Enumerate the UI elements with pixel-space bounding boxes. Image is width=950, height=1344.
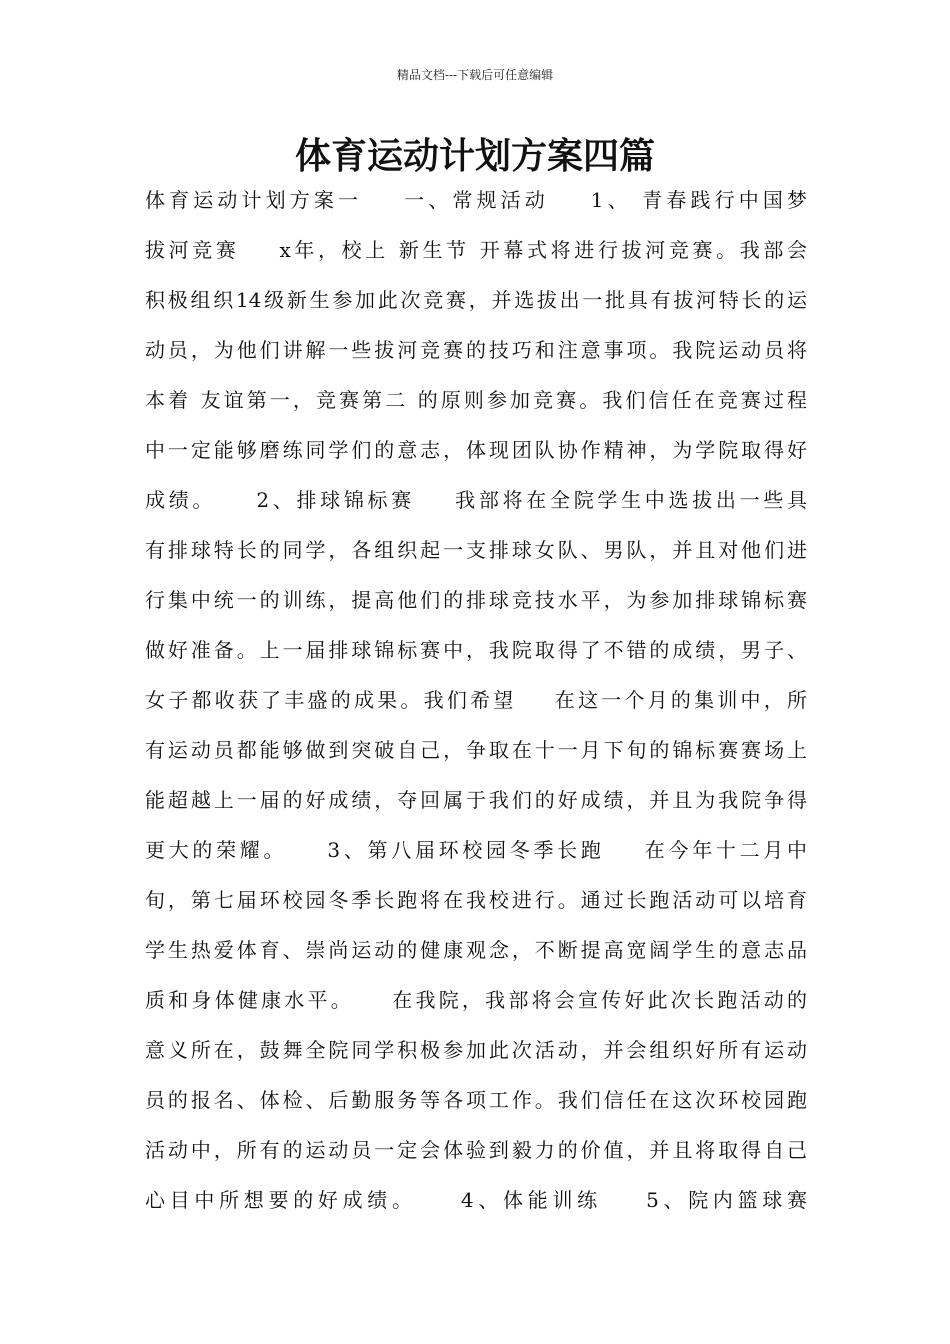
body-line: 体育运动计划方案一 一、常规活动 1、 青春践行中国梦: [145, 188, 807, 212]
body-line: 动员，为他们讲解一些拔河竞赛的技巧和注意事项。我院运动员将: [145, 338, 807, 362]
body-line: 积极组织14级新生参加此次竞赛，并选拔出一批具有拔河特长的运: [145, 288, 807, 312]
body-line: 能超越上一届的好成绩，夺回属于我们的好成绩，并且为我院争得: [145, 788, 807, 812]
document-body: [145, 175, 807, 1225]
body-line: 中一定能够磨练同学们的意志，体现团队协作精神，为学院取得好: [145, 438, 807, 462]
body-line: 心目中所想要的好成绩。 4、体能训练 5、院内篮球赛: [145, 1188, 807, 1212]
page-header: 精品文档---下载后可任意编辑: [396, 68, 554, 82]
body-line: 做好准备。上一届排球锦标赛中，我院取得了不错的成绩，男子、: [145, 638, 807, 662]
body-line: 行集中统一的训练，提高他们的排球竞技水平，为参加排球锦标赛: [145, 588, 807, 612]
body-line: 成绩。 2、排球锦标赛 我部将在全院学生中选拔出一些具: [145, 488, 807, 512]
body-line: 旬，第七届环校园冬季长跑将在我校进行。通过长跑活动可以培育: [145, 888, 807, 912]
document-title: 体育运动计划方案四篇: [294, 136, 655, 177]
body-line: 有排球特长的同学，各组织起一支排球女队、男队，并且对他们进: [145, 538, 807, 562]
body-line: 学生热爱体育、崇尚运动的健康观念，不断提高宽阔学生的意志品: [145, 938, 807, 962]
body-line: 意义所在，鼓舞全院同学积极参加此次活动，并会组织好所有运动: [145, 1038, 807, 1062]
body-line: 本着 友谊第一，竞赛第二 的原则参加竞赛。我们信任在竞赛过程: [145, 388, 807, 412]
body-line: 员的报名、体检、后勤服务等各项工作。我们信任在这次环校园跑: [145, 1088, 807, 1112]
body-line: 质和身体健康水平。 在我院，我部将会宣传好此次长跑活动的: [145, 988, 807, 1012]
body-line: 活动中，所有的运动员一定会体验到毅力的价值，并且将取得自己: [145, 1138, 807, 1162]
body-line: 更大的荣耀。 3、第八届环校园冬季长跑 在今年十二月中: [145, 838, 807, 862]
body-line: 女子都收获了丰盛的成果。我们希望 在这一个月的集训中，所: [145, 688, 807, 712]
body-line: 拔河竞赛 x年，校上 新生节 开幕式将进行拔河竞赛。我部会: [145, 238, 807, 262]
body-line: 有运动员都能够做到突破自己，争取在十一月下旬的锦标赛赛场上: [145, 738, 807, 762]
